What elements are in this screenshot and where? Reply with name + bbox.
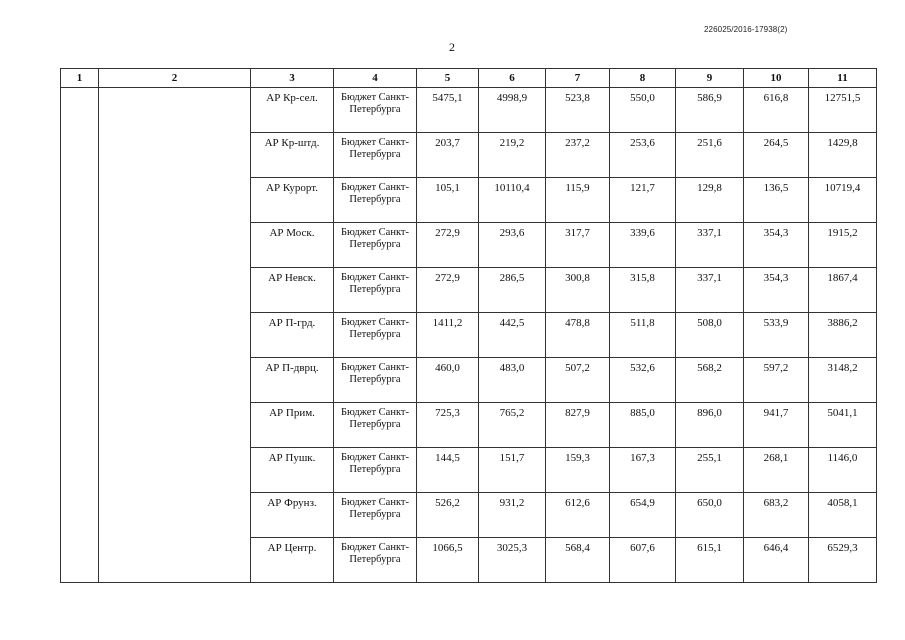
value-cell: 532,6 <box>610 358 676 403</box>
area-cell: АР Кр-штд. <box>251 133 334 178</box>
value-cell: 272,9 <box>417 223 479 268</box>
value-cell: 10719,4 <box>809 178 877 223</box>
header-cell: 11 <box>809 69 877 88</box>
value-cell: 507,2 <box>546 358 610 403</box>
value-cell: 1915,2 <box>809 223 877 268</box>
value-cell: 478,8 <box>546 313 610 358</box>
value-cell: 4998,9 <box>479 88 546 133</box>
value-cell: 3025,3 <box>479 538 546 583</box>
value-cell: 10110,4 <box>479 178 546 223</box>
value-cell: 144,5 <box>417 448 479 493</box>
value-cell: 293,6 <box>479 223 546 268</box>
budget-table <box>60 68 877 583</box>
header-cell: 10 <box>744 69 809 88</box>
value-cell: 550,0 <box>610 88 676 133</box>
value-cell: 253,6 <box>610 133 676 178</box>
value-cell: 219,2 <box>479 133 546 178</box>
source-cell: Бюджет Санкт-Петербурга <box>334 358 417 403</box>
value-cell: 508,0 <box>676 313 744 358</box>
value-cell: 5475,1 <box>417 88 479 133</box>
value-cell: 6529,3 <box>809 538 877 583</box>
table-body <box>61 88 877 583</box>
value-cell: 650,0 <box>676 493 744 538</box>
value-cell: 136,5 <box>744 178 809 223</box>
area-cell: АР Кр-сел. <box>251 88 334 133</box>
value-cell: 533,9 <box>744 313 809 358</box>
value-cell: 885,0 <box>610 403 676 448</box>
header-cell: 7 <box>546 69 610 88</box>
value-cell: 612,6 <box>546 493 610 538</box>
area-cell: АР Фрунз. <box>251 493 334 538</box>
page-number: 2 <box>449 40 455 54</box>
header-cell: 2 <box>99 69 251 88</box>
source-cell: Бюджет Санкт-Петербурга <box>334 493 417 538</box>
area-cell: АР Центр. <box>251 538 334 583</box>
value-cell: 115,9 <box>546 178 610 223</box>
header-cell: 9 <box>676 69 744 88</box>
value-cell: 286,5 <box>479 268 546 313</box>
value-cell: 129,8 <box>676 178 744 223</box>
value-cell: 315,8 <box>610 268 676 313</box>
source-cell: Бюджет Санкт-Петербурга <box>334 178 417 223</box>
value-cell: 442,5 <box>479 313 546 358</box>
value-cell: 460,0 <box>417 358 479 403</box>
value-cell: 1066,5 <box>417 538 479 583</box>
value-cell: 151,7 <box>479 448 546 493</box>
value-cell: 105,1 <box>417 178 479 223</box>
header-cell: 4 <box>334 69 417 88</box>
value-cell: 3886,2 <box>809 313 877 358</box>
source-cell: Бюджет Санкт-Петербурга <box>334 403 417 448</box>
value-cell: 654,9 <box>610 493 676 538</box>
source-cell: Бюджет Санкт-Петербурга <box>334 313 417 358</box>
value-cell: 607,6 <box>610 538 676 583</box>
value-cell: 251,6 <box>676 133 744 178</box>
value-cell: 159,3 <box>546 448 610 493</box>
value-cell: 646,4 <box>744 538 809 583</box>
value-cell: 586,9 <box>676 88 744 133</box>
value-cell: 354,3 <box>744 223 809 268</box>
value-cell: 683,2 <box>744 493 809 538</box>
header-cell: 8 <box>610 69 676 88</box>
header-cell: 1 <box>61 69 99 88</box>
value-cell: 725,3 <box>417 403 479 448</box>
value-cell: 3148,2 <box>809 358 877 403</box>
source-cell: Бюджет Санкт-Петербурга <box>334 448 417 493</box>
value-cell: 317,7 <box>546 223 610 268</box>
table-row <box>61 88 877 133</box>
value-cell: 203,7 <box>417 133 479 178</box>
value-cell: 121,7 <box>610 178 676 223</box>
value-cell: 237,2 <box>546 133 610 178</box>
area-cell: АР Моск. <box>251 223 334 268</box>
value-cell: 5041,1 <box>809 403 877 448</box>
value-cell: 523,8 <box>546 88 610 133</box>
source-cell: Бюджет Санкт-Петербурга <box>334 88 417 133</box>
value-cell: 300,8 <box>546 268 610 313</box>
area-cell: АР Невск. <box>251 268 334 313</box>
header-row <box>61 69 877 88</box>
value-cell: 568,4 <box>546 538 610 583</box>
col-1-cell <box>61 88 99 583</box>
value-cell: 568,2 <box>676 358 744 403</box>
area-cell: АР П-грд. <box>251 313 334 358</box>
value-cell: 4058,1 <box>809 493 877 538</box>
value-cell: 597,2 <box>744 358 809 403</box>
area-cell: АР Прим. <box>251 403 334 448</box>
col-2-cell <box>99 88 251 583</box>
value-cell: 896,0 <box>676 403 744 448</box>
value-cell: 167,3 <box>610 448 676 493</box>
value-cell: 1411,2 <box>417 313 479 358</box>
value-cell: 337,1 <box>676 223 744 268</box>
value-cell: 615,1 <box>676 538 744 583</box>
area-cell: АР Пушк. <box>251 448 334 493</box>
value-cell: 337,1 <box>676 268 744 313</box>
header-cell: 5 <box>417 69 479 88</box>
value-cell: 616,8 <box>744 88 809 133</box>
area-cell: АР П-дврц. <box>251 358 334 403</box>
value-cell: 941,7 <box>744 403 809 448</box>
value-cell: 483,0 <box>479 358 546 403</box>
value-cell: 354,3 <box>744 268 809 313</box>
value-cell: 511,8 <box>610 313 676 358</box>
area-cell: АР Курорт. <box>251 178 334 223</box>
value-cell: 272,9 <box>417 268 479 313</box>
value-cell: 526,2 <box>417 493 479 538</box>
value-cell: 765,2 <box>479 403 546 448</box>
value-cell: 931,2 <box>479 493 546 538</box>
source-cell: Бюджет Санкт-Петербурга <box>334 268 417 313</box>
value-cell: 827,9 <box>546 403 610 448</box>
value-cell: 1429,8 <box>809 133 877 178</box>
source-cell: Бюджет Санкт-Петербурга <box>334 133 417 178</box>
value-cell: 255,1 <box>676 448 744 493</box>
value-cell: 339,6 <box>610 223 676 268</box>
document-id: 226025/2016-17938(2) <box>704 25 788 34</box>
value-cell: 268,1 <box>744 448 809 493</box>
header-cell: 6 <box>479 69 546 88</box>
value-cell: 264,5 <box>744 133 809 178</box>
source-cell: Бюджет Санкт-Петербурга <box>334 223 417 268</box>
value-cell: 12751,5 <box>809 88 877 133</box>
value-cell: 1867,4 <box>809 268 877 313</box>
header-cell: 3 <box>251 69 334 88</box>
value-cell: 1146,0 <box>809 448 877 493</box>
source-cell: Бюджет Санкт-Петербурга <box>334 538 417 583</box>
